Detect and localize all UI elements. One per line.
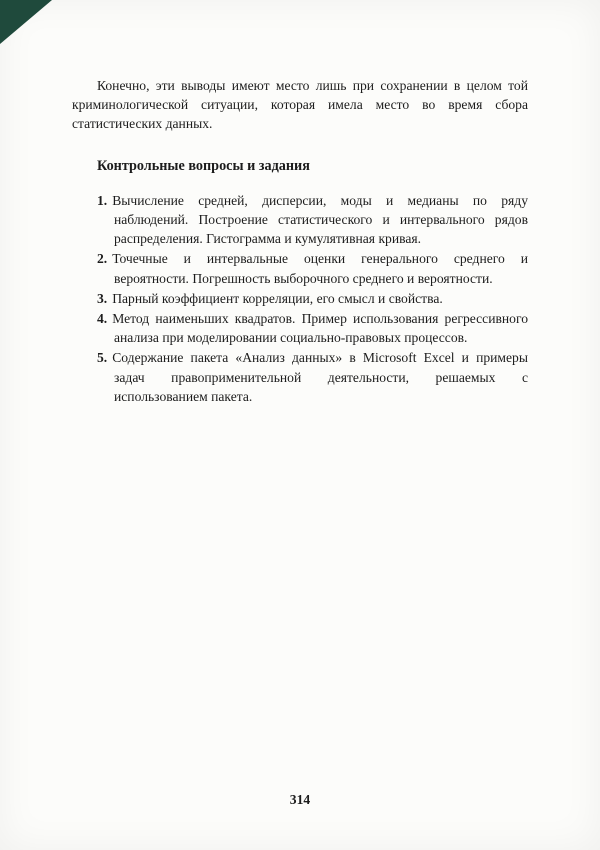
question-list xyxy=(97,191,528,406)
list-item-number: 4. xyxy=(97,311,108,327)
list-item-number: 3. xyxy=(97,290,108,306)
list-item xyxy=(97,191,528,249)
page-content xyxy=(72,76,528,407)
list-item xyxy=(97,289,528,308)
list-item-text: Содержание пакета «Анализ данных» в Microsoft Excel и примеры задач правоприменительной деятельности, решаемых с использованием пакета. xyxy=(112,350,528,404)
list-item-text: Точечные и интервальные оценки генерального среднего и вероятности. Погрешность выборочного среднего и вероятности. xyxy=(112,251,528,286)
scan-corner-mark xyxy=(0,0,52,44)
list-item-text: Метод наименьших квадратов. Пример использования регрессивного анализа при моделировании социально-правовых процессов. xyxy=(112,311,528,346)
list-item-number: 1. xyxy=(97,192,108,208)
list-item xyxy=(97,249,528,287)
list-item-text: Парный коэффициент корреляции, его смысл и свойства. xyxy=(112,290,443,306)
page-number: 314 xyxy=(289,792,311,807)
list-item-text: Вычисление средней, дисперсии, моды и медианы по ряду наблюдений. Построение статистического и интервального рядов распределения. Гистограмма и кумулятивная кривая. xyxy=(112,192,528,247)
intro-paragraph: Конечно, эти выводы имеют место лишь при сохранении в целом той криминологической ситуации, которая имела место во время сбора статистических данных. xyxy=(72,78,528,132)
list-item-number: 2. xyxy=(97,251,108,267)
list-item xyxy=(97,309,528,347)
section-heading: Контрольные вопросы и задания xyxy=(97,157,310,174)
list-item-number: 5. xyxy=(97,350,108,366)
list-item xyxy=(97,348,528,406)
